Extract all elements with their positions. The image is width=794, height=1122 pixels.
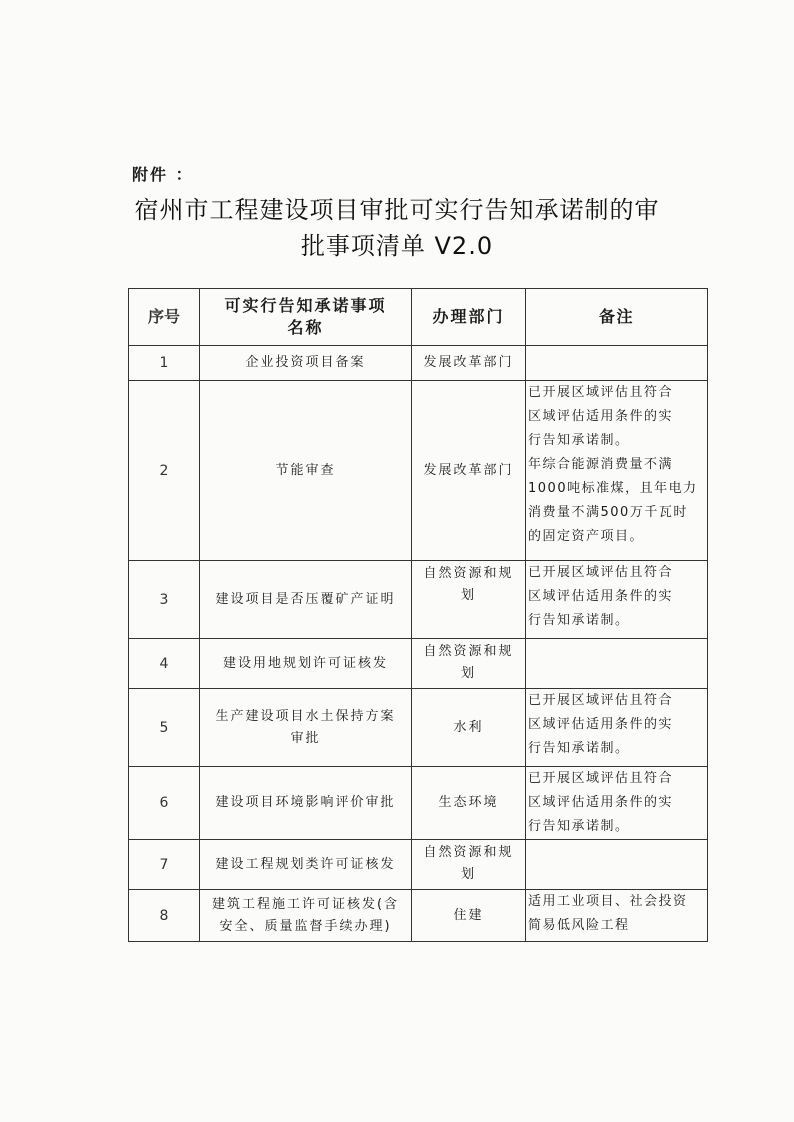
row-note-line: 年综合能源消费量不满 [528,457,674,472]
row-name-line: 建设工程规划类许可证核发 [215,856,396,872]
row-dept-line: 自然资源和规 [423,644,514,659]
row-note-line: 已开展区域评估且符合 [528,385,674,400]
title-line-1: 宿州市工程建设项目审批可实行告知承诺制的审 [134,196,660,224]
row-note-line: 区域评估适用条件的实 [528,795,674,810]
row-name [200,840,412,890]
row-note-line: 已开展区域评估且符合 [528,565,674,580]
row-name-line: 生产建设项目水土保持方案 [215,708,396,724]
row-dept [412,689,526,767]
row-dept [412,346,526,381]
row-note [526,561,708,639]
row-note [526,767,708,840]
row-dept [412,840,526,890]
row-dept [412,890,526,942]
row-dept-line: 发展改革部门 [423,462,514,478]
row-dept-line: 水利 [453,719,484,735]
attachment-label: 附件 ： [132,165,194,184]
row-name-line: 企业投资项目备案 [245,355,366,370]
row-note-line: 1000吨标准煤，且年电力 [528,481,698,496]
row-dept [412,639,526,689]
header-dept: 办理部门 [412,289,526,346]
row-name-line: 安全、质量监督手续办理) [219,918,392,934]
row-dept-line: 自然资源和规 [423,845,514,860]
row-no: 4 [129,639,200,689]
row-name-line: 节能审查 [275,462,336,478]
table-row [129,840,708,890]
row-dept-line: 生态环境 [438,795,499,810]
row-name [200,561,412,639]
title-line-2: 批事项清单 V2.0 [300,232,494,260]
row-name [200,890,412,942]
table-row [129,561,708,639]
row-note [526,840,708,890]
row-note-line: 区域评估适用条件的实 [528,717,674,732]
header-name [200,289,412,346]
row-note-line: 的固定资产项目。 [528,529,645,544]
row-dept-line: 划 [460,666,476,681]
row-no: 3 [129,561,200,639]
row-note-line: 简易低风险工程 [528,918,630,933]
row-no: 2 [129,381,200,561]
header-no: 序号 [129,289,200,346]
row-name [200,767,412,840]
table-row [129,689,708,767]
row-no: 6 [129,767,200,840]
row-name [200,639,412,689]
row-note-line: 已开展区域评估且符合 [528,693,674,708]
table-row [129,767,708,840]
row-note-line: 行告知承诺制。 [528,433,630,448]
row-note [526,381,708,561]
row-dept [412,381,526,561]
row-name-line: 建设用地规划许可证核发 [222,655,388,671]
row-dept [412,767,526,840]
row-note-line: 行告知承诺制。 [528,613,630,628]
row-note-line: 行告知承诺制。 [528,741,630,756]
row-note-line: 行告知承诺制。 [528,819,630,834]
document-title [100,192,694,264]
row-name-line: 建设项目环境影响评价审批 [215,795,396,810]
row-note-line: 区域评估适用条件的实 [528,409,674,424]
row-dept [412,561,526,639]
row-dept-line: 划 [460,867,476,882]
table-header-row [129,289,708,346]
row-dept-line: 发展改革部门 [423,355,514,370]
row-note [526,890,708,942]
header-name-line-1: 可实行告知承诺事项 [224,296,387,315]
table-row [129,890,708,942]
approval-items-table [128,288,708,942]
row-note-line: 消费量不满500万千瓦时 [528,505,688,520]
row-dept-line: 住建 [453,907,484,923]
row-note [526,689,708,767]
row-note [526,639,708,689]
row-note-line: 已开展区域评估且符合 [528,771,674,786]
row-name [200,346,412,381]
row-note-line: 区域评估适用条件的实 [528,589,674,604]
row-note-line: 适用工业项目、社会投资 [528,894,688,909]
row-name-line: 建设项目是否压覆矿产证明 [215,591,396,607]
row-note [526,346,708,381]
row-name [200,381,412,561]
row-no: 7 [129,840,200,890]
row-no: 8 [129,890,200,942]
header-note: 备注 [526,289,708,346]
header-name-line-2: 名称 [287,318,324,337]
table-row [129,639,708,689]
row-name-line: 建筑工程施工许可证核发(含 [211,896,400,912]
row-dept-line: 划 [460,588,476,603]
row-no: 5 [129,689,200,767]
row-name [200,689,412,767]
row-no: 1 [129,346,200,381]
row-dept-line: 自然资源和规 [423,566,514,581]
row-name-line: 审批 [290,730,321,746]
table-row [129,346,708,381]
table-row [129,381,708,561]
